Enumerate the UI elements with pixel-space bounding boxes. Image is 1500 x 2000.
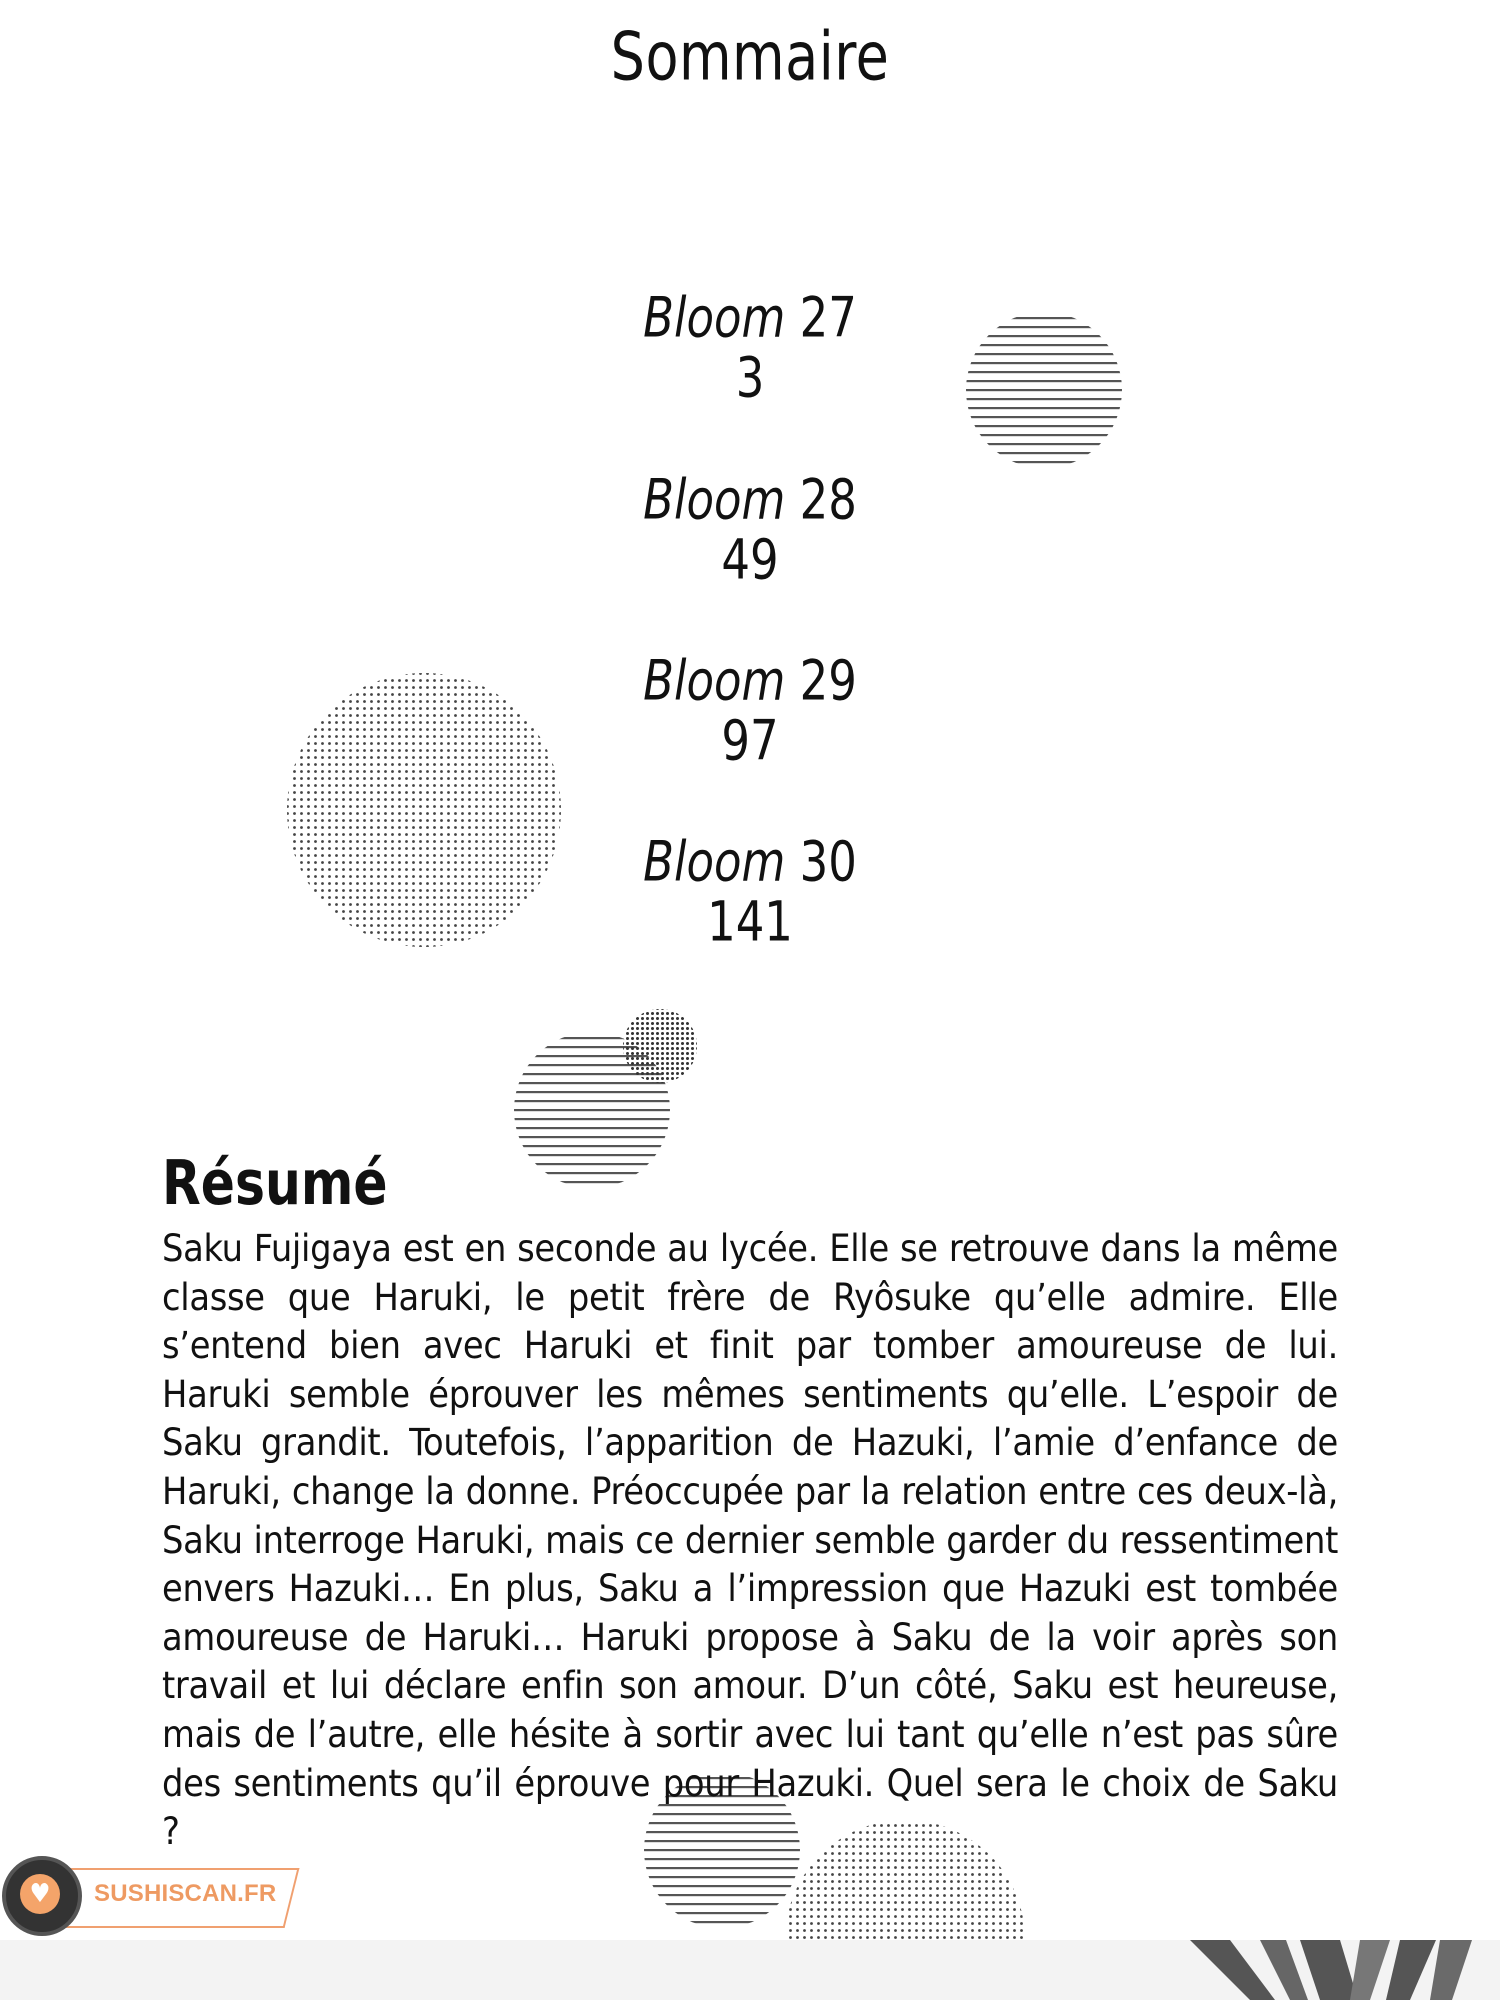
toc-page-number: 97 <box>721 709 779 773</box>
resume-paragraph: Saku Fujigaya est en seconde au lycée. Elle se retrouve dans la même classe que Haruki, le petit frère de Ryôsuke qu’elle admire. Elle s’entend bien avec Haruki et finit par tomber amoureuse de lui. Haruki semble éprouver les mêmes sentiments qu’elle. L’espoir de Saku grandit. Toutefois, l’apparition de Hazuki, l’amie d’enfance de Haruki, change la donne. Préoccupée par la relation entre ces deux-là, Saku interroge Haruki, mais ce dernier semble garder du ressentiment envers Hazuki… En plus, Saku a l’impression que Hazuki est tombée amoureuse de Haruki… Haruki propose à Saku de la voir après son travail et lui déclare enfin son amour. D’un côté, Saku est heureuse, mais de l’autre, elle hésite à sortir avec lui tant qu’elle n’est pas sûre des sentiments qu’il éprouve pour Hazuki. Quel sera le choix de Saku ? <box>162 1226 1338 1854</box>
toc-entry <box>0 832 1500 952</box>
toc-chapter-label <box>0 829 1500 895</box>
toc-chapter-word: Bloom <box>643 649 786 713</box>
toc-entry <box>0 288 1500 408</box>
toc-chapter-number: 30 <box>799 830 857 894</box>
toc-chapter-word: Bloom <box>643 830 786 894</box>
toc-chapter-label <box>0 467 1500 533</box>
toc-page-number: 141 <box>707 890 793 954</box>
toc-page-number: 49 <box>721 528 779 592</box>
toc-chapter-number: 27 <box>799 286 857 350</box>
toc-entry <box>0 470 1500 590</box>
sushiscan-watermark <box>0 1852 310 1952</box>
dense-dotted-circle-decoration <box>620 1006 700 1086</box>
page-title: Sommaire <box>610 17 890 97</box>
toc-chapter-label <box>0 285 1500 351</box>
toc-entry <box>0 651 1500 771</box>
toc-chapter-number: 29 <box>799 649 857 713</box>
toc-chapter-word: Bloom <box>643 286 786 350</box>
striped-circle-decoration <box>962 308 1126 472</box>
watermark-text: SUSHISCAN.FR <box>94 1880 277 1907</box>
brush-stroke-decoration <box>1190 1940 1480 2000</box>
dotted-circle-decoration <box>284 670 564 950</box>
toc-chapter-label <box>0 648 1500 714</box>
resume-heading: Résumé <box>162 1148 388 1220</box>
toc-chapter-number: 28 <box>799 468 857 532</box>
heart-icon: ♥ <box>20 1874 60 1914</box>
toc-page-number: 3 <box>735 346 765 410</box>
toc-chapter-word: Bloom <box>643 468 786 532</box>
